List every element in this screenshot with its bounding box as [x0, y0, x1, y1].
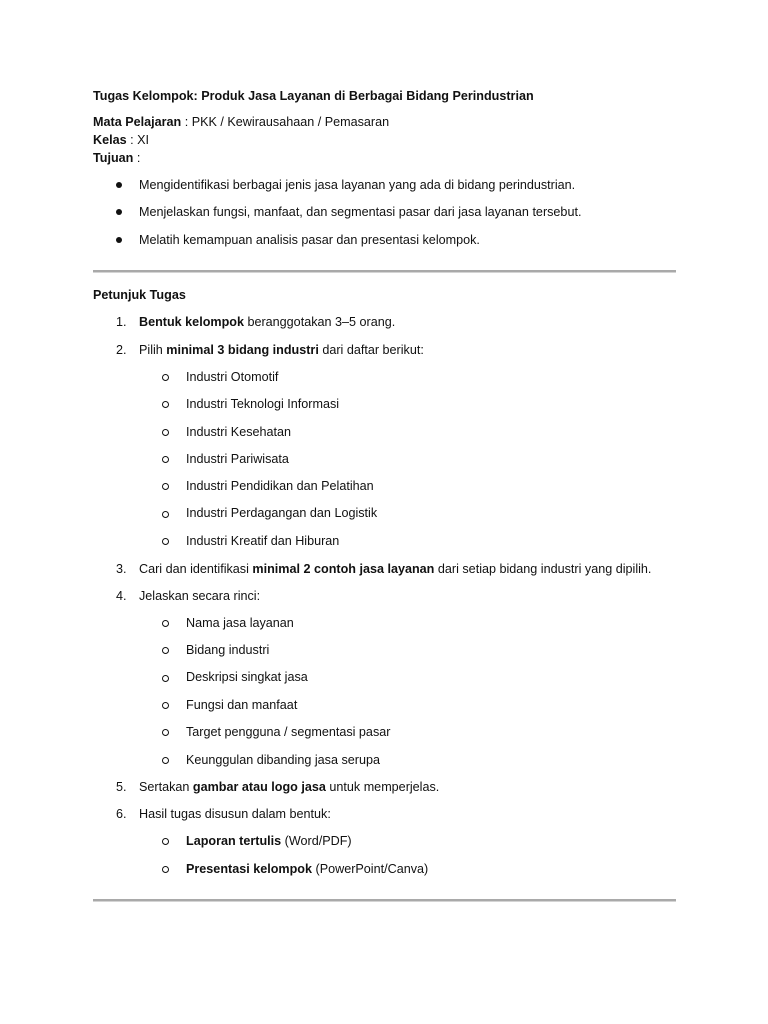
step-number: 6.: [116, 807, 127, 821]
step-3-pre: Cari dan identifikasi: [139, 562, 253, 576]
step-2-rest: dari daftar berikut:: [318, 343, 424, 357]
circle-bullet-icon: [162, 429, 169, 436]
bentuk-item-rest: (PowerPoint/Canva): [312, 862, 429, 876]
industri-item: Industri Otomotif: [186, 370, 279, 384]
rinci-item: Deskripsi singkat jasa: [186, 670, 308, 684]
step-number: 3.: [116, 562, 127, 576]
step-3: [139, 561, 651, 577]
tujuan-value: :: [133, 151, 141, 165]
step-3-bold: minimal 2 contoh jasa layanan: [252, 562, 435, 576]
petunjuk-heading: Petunjuk Tugas: [93, 288, 186, 302]
step-2-pre: Pilih: [139, 343, 167, 357]
tujuan-item: Melatih kemampuan analisis pasar dan presentasi kelompok.: [139, 233, 480, 247]
step-1-rest: beranggotakan 3–5 orang.: [243, 315, 396, 329]
circle-bullet-icon: [162, 757, 169, 764]
industri-item: Industri Pendidikan dan Pelatihan: [186, 479, 374, 493]
kelas-value: : XI: [126, 133, 150, 147]
section-divider: [93, 270, 676, 273]
circle-bullet-icon: [162, 483, 169, 490]
step-number: 4.: [116, 589, 127, 603]
step-2-bold: minimal 3 bidang industri: [166, 343, 319, 357]
step-5-rest: untuk memperjelas.: [325, 780, 440, 794]
step-5-pre: Sertakan: [139, 780, 193, 794]
bentuk-item-bold: Presentasi kelompok: [186, 862, 312, 876]
industri-item: Industri Pariwisata: [186, 452, 289, 466]
rinci-item: Nama jasa layanan: [186, 616, 294, 630]
circle-bullet-icon: [162, 620, 169, 627]
circle-bullet-icon: [162, 838, 169, 845]
mata-pelajaran-value: : PKK / Kewirausahaan / Pemasaran: [181, 115, 390, 129]
circle-bullet-icon: [162, 866, 169, 873]
circle-bullet-icon: [162, 702, 169, 709]
tujuan-item: Mengidentifikasi berbagai jenis jasa layanan yang ada di bidang perindustrian.: [139, 178, 576, 192]
kelas-label: Kelas: [93, 133, 127, 147]
rinci-item: Target pengguna / segmentasi pasar: [186, 725, 391, 739]
industri-item: Industri Teknologi Informasi: [186, 397, 340, 411]
circle-bullet-icon: [162, 511, 169, 518]
tujuan-line: [93, 150, 140, 166]
section-divider: [93, 899, 676, 902]
document-title: Tugas Kelompok: Produk Jasa Layanan di Berbagai Bidang Perindustrian: [93, 89, 534, 103]
rinci-item: Fungsi dan manfaat: [186, 698, 298, 712]
bullet-icon: [116, 209, 122, 215]
circle-bullet-icon: [162, 401, 169, 408]
tujuan-label: Tujuan: [93, 151, 134, 165]
bullet-icon: [116, 182, 122, 188]
bentuk-item: [186, 833, 352, 849]
kelas-line: [93, 132, 149, 148]
step-number: 5.: [116, 780, 127, 794]
industri-item: Industri Kesehatan: [186, 425, 292, 439]
step-5-bold: gambar atau logo jasa: [192, 780, 326, 794]
step-1: [139, 314, 395, 330]
mata-pelajaran-label: Mata Pelajaran: [93, 115, 182, 129]
step-1-bold: Bentuk kelompok: [139, 315, 244, 329]
step-4: Jelaskan secara rinci:: [139, 589, 261, 603]
circle-bullet-icon: [162, 538, 169, 545]
circle-bullet-icon: [162, 675, 169, 682]
bentuk-item: [186, 861, 428, 877]
bentuk-item-bold: Laporan tertulis: [186, 834, 282, 848]
bentuk-item-rest: (Word/PDF): [281, 834, 352, 848]
industri-item: Industri Perdagangan dan Logistik: [186, 506, 378, 520]
circle-bullet-icon: [162, 456, 169, 463]
tujuan-item: Menjelaskan fungsi, manfaat, dan segmentasi pasar dari jasa layanan tersebut.: [139, 205, 582, 219]
industri-item: Industri Kreatif dan Hiburan: [186, 534, 340, 548]
circle-bullet-icon: [162, 647, 169, 654]
circle-bullet-icon: [162, 729, 169, 736]
circle-bullet-icon: [162, 374, 169, 381]
step-2: [139, 342, 424, 358]
step-number: 2.: [116, 343, 127, 357]
step-3-rest: dari setiap bidang industri yang dipilih.: [434, 562, 652, 576]
step-number: 1.: [116, 315, 127, 329]
step-6: Hasil tugas disusun dalam bentuk:: [139, 807, 331, 821]
step-5: [139, 779, 439, 795]
bullet-icon: [116, 237, 122, 243]
mata-pelajaran-line: [93, 114, 389, 130]
rinci-item: Bidang industri: [186, 643, 270, 657]
rinci-item: Keunggulan dibanding jasa serupa: [186, 753, 380, 767]
